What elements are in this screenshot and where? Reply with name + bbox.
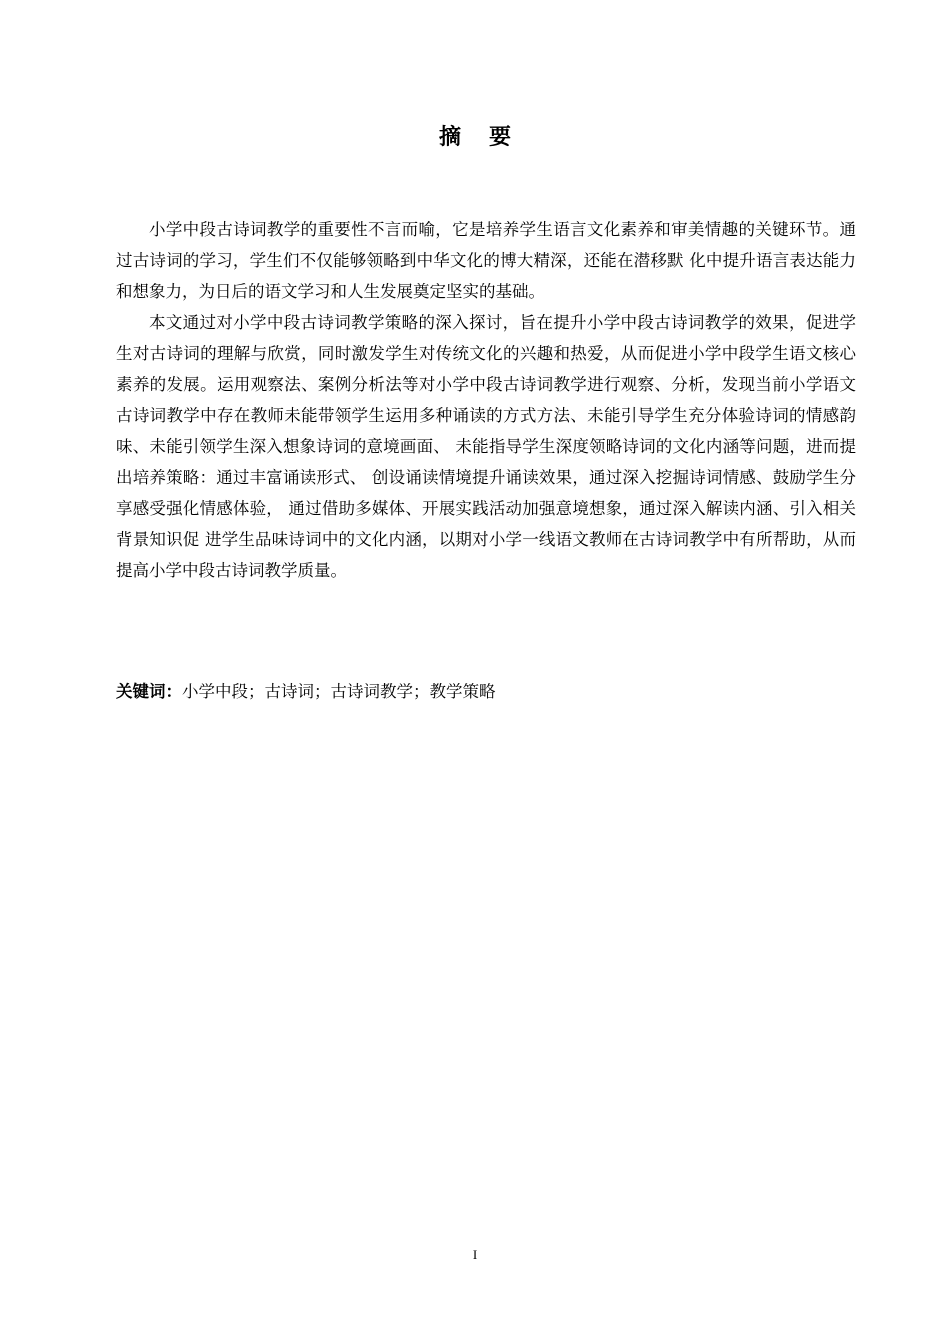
keywords-text: 小学中段；古诗词；古诗词教学；教学策略 (182, 682, 496, 701)
abstract-title: 摘要 (438, 125, 539, 150)
page-number: I (472, 1247, 478, 1262)
keywords-line (116, 678, 856, 706)
keywords-label: 关键词： (116, 682, 182, 701)
abstract-body (116, 214, 856, 586)
abstract-paragraph-2: 本文通过对小学中段古诗词教学策略的深入探讨，旨在提升小学中段古诗词教学的效果，促进学生对古诗词的理解与欣赏，同时激发学生对传统文化的兴趣和热爱，从而促进小学中段学生语文核心素养的发展。运用观察法、案例分析法等对小学中段古诗词教学进行观察、分析，发现当前小学语文古诗词教学中存在教师未能带领学生运用多种诵读的方式方法、未能引导学生充分体验诗词的情感韵味、未能引领学生深入想象诗词的意境画面、 未能指导学生深度领略诗词的文化内涵等问题，进而提出培养策略：通过丰富诵读形式、 创设诵读情境提升诵读效果，通过深入挖掘诗词情感、鼓励学生分享感受强化情感体验， 通过借助多媒体、开展实践活动加强意境想象，通过深入解读内涵、引入相关背景知识促 进学生品味诗词中的文化内涵，以期对小学一线语文教师在古诗词教学中有所帮助，从而 提高小学中段古诗词教学质量。 (116, 313, 856, 580)
abstract-paragraph-1: 小学中段古诗词教学的重要性不言而喻，它是培养学生语言文化素养和审美情趣的关键环节。通过古诗词的学习，学生们不仅能够领略到中华文化的博大精深，还能在潜移默 化中提升语言表达能力和想象力，为日后的语文学习和人生发展奠定坚实的基础。 (116, 220, 856, 301)
